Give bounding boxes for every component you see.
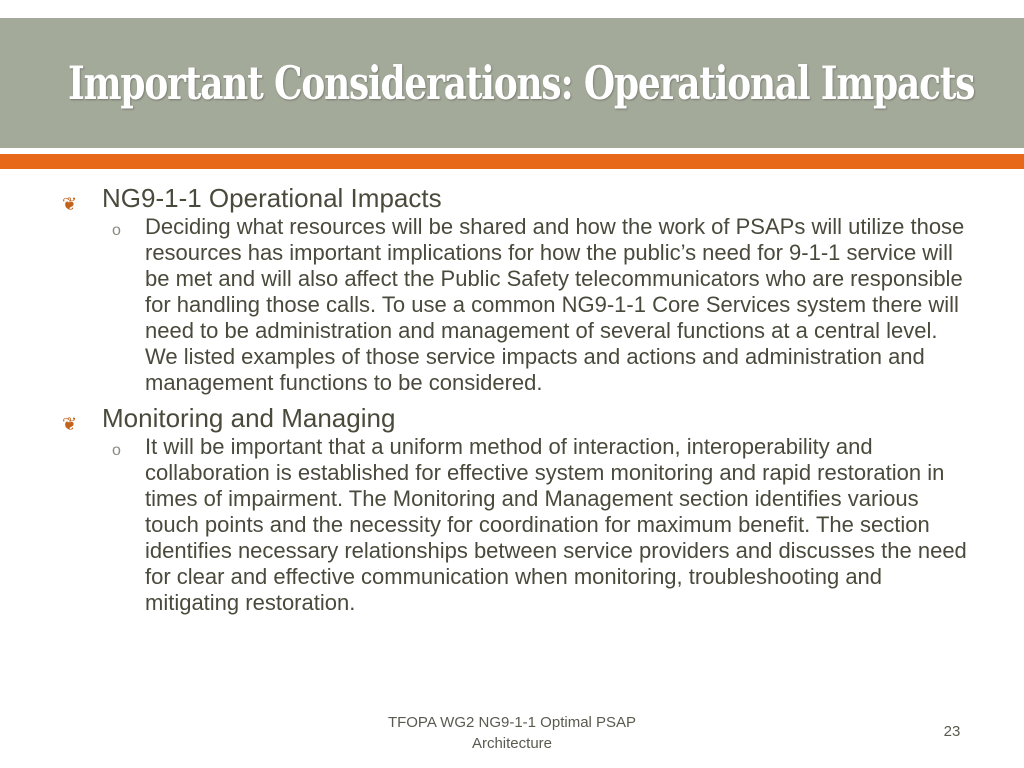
circle-bullet-icon: o <box>112 442 121 459</box>
slide-title: Important Considerations: Operational Impacts <box>68 56 975 110</box>
accent-bar <box>0 154 1024 169</box>
circle-bullet-icon: o <box>112 222 121 239</box>
bullet-heading: Monitoring and Managing <box>102 403 396 433</box>
bullet-heading: NG9-1-1 Operational Impacts <box>102 183 442 213</box>
sub-bullet-item <box>60 434 970 616</box>
sub-bullet-text: Deciding what resources will be shared and how the work of PSAPs will utilize those resources has important implications for how the public’s need for 9-1-1 service will be met and will also affect the Public Safety telecommunicators who are responsible for handling those calls. To use a common NG9-1-1 Core Services system there will need to be administration and management of several functions at a central level. We listed examples of those service impacts and actions and administration and management functions to be considered. <box>145 214 965 395</box>
scroll-bullet-icon: ❦ <box>62 414 78 434</box>
sub-bullet-text: It will be important that a uniform method of interaction, interoperability and collaboration is established for effective system monitoring and rapid restoration in times of impairment. The Monitoring and Management section identifies various touch points and the necessity for coordination for maximum benefit. The section identifies necessary relationships between service providers and discusses the need for clear and effective communication when monitoring, troubleshooting and mitigating restoration. <box>145 434 967 615</box>
footer-text: TFOPA WG2 NG9-1-1 Optimal PSAP Architecture <box>387 714 637 752</box>
sub-bullet-item <box>60 214 970 396</box>
page-number: 23 <box>943 723 961 740</box>
bullet-item <box>60 402 970 434</box>
scroll-bullet-icon: ❦ <box>62 194 78 214</box>
slide-content <box>60 182 970 616</box>
bullet-item <box>60 182 970 214</box>
